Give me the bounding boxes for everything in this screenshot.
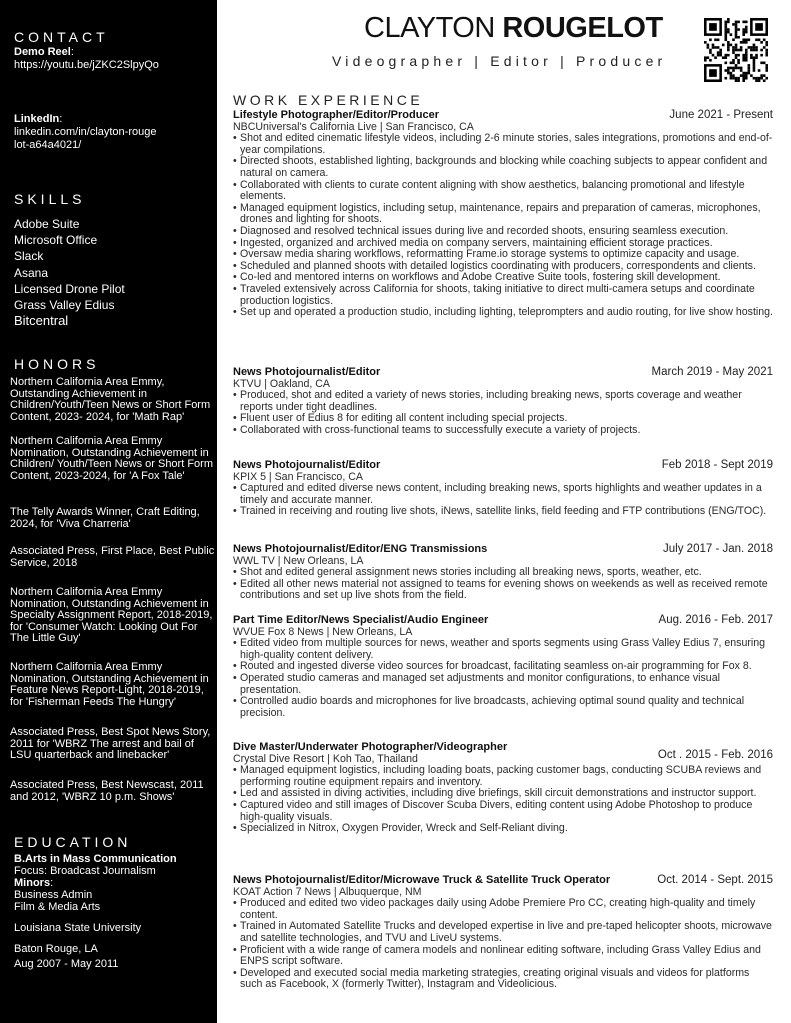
- job-bullet: • Developed and executed social media marketing strategies, creating original visuals and videos for platforms such as Facebook, X (formerly Twitter), Instagram and Videolicious.: [233, 968, 773, 991]
- job-bullet: • Fluent user of Edius 8 for editing all content including special projects.: [233, 413, 773, 425]
- job-dates: July 2017 - Jan. 2018: [663, 543, 773, 555]
- linkedin-sep: :: [59, 113, 63, 125]
- job-bullet: • Managed equipment logistics, including loading boats, packing customer bags, conducting SCUBA reviews and performing routine equipment repairs and inventory.: [233, 765, 773, 788]
- job-dates: March 2019 - May 2021: [651, 366, 773, 378]
- job-bullet: • Collaborated with clients to curate content aligning with show aesthetics, balancing promotional and lifestyle elements.: [233, 180, 773, 203]
- job-bullet: • Captured and edited diverse news content, including breaking news, sports highlights and weather updates in a timely and accurate manner.: [233, 483, 773, 506]
- job-bullet: • Produced, shot and edited a variety of news stories, including breaking news, sports coverage and weather reports under tight deadlines.: [233, 390, 773, 413]
- job-dates: Oct . 2015 - Feb. 2016: [657, 749, 773, 761]
- job-dates: Aug. 2016 - Feb. 2017: [658, 614, 773, 626]
- job-title: News Photojournalist/Editor/Microwave Truck & Satellite Truck Operator: [233, 874, 611, 886]
- skill-item: Grass Valley Edius: [14, 298, 115, 313]
- honor-item: Associated Press, Best Newscast, 2011 and 2012, 'WBRZ 10 p.m. Shows': [10, 779, 204, 803]
- education-block: [14, 853, 214, 970]
- job-bullet: • Traveled extensively across California for shoots, taking initiative to direct multi-camera setups and coordinate production logistics.: [233, 284, 773, 307]
- job-bullet: • Controlled audio boards and microphones for live broadcasts, achieving optimal sound quality and technical precision.: [233, 696, 773, 719]
- minor-item: Business Admin: [14, 889, 93, 901]
- skills-heading: SKILLS: [14, 191, 86, 207]
- demo-reel-sep: :: [70, 46, 74, 58]
- job-dates: Feb 2018 - Sept 2019: [661, 459, 773, 471]
- linkedin-link-line2[interactable]: lot-a64a4021/: [14, 139, 82, 151]
- job-bullet: • Captured video and still images of Discover Scuba Divers, editing content using Adobe Photoshop to produce high-quality visuals.: [233, 800, 773, 823]
- job-bullet: • Shot and edited general assignment news stories including all breaking news, sports, weather, etc.: [233, 567, 773, 579]
- job-entry: [233, 460, 773, 518]
- qr-code-icon[interactable]: [704, 18, 768, 82]
- skill-item: Slack: [14, 249, 44, 264]
- linkedin-label: LinkedIn: [14, 113, 60, 125]
- skills-list: [14, 216, 125, 329]
- job-bullet: • Directed shoots, established lighting, backgrounds and blocking while coaching subjects to appear confident and natural on camera.: [233, 156, 773, 179]
- honor-item: Northern California Area Emmy, Outstanding Achievement in Children/Youth/Teen News or Short Form Content, 2023- 2024, for 'Math Rap': [10, 376, 211, 423]
- job-bullet: • Collaborated with cross-functional teams to successfully execute a variety of projects.: [233, 425, 773, 437]
- honor-item: Northern California Area Emmy Nomination, Outstanding Achievement in Specialty Assignment Report, 2018-2019, for 'Consumer Watch: Looking Out For The Little Guy': [10, 586, 213, 644]
- job-bullet: • Edited all other news material not assigned to teams for evening shows on weekends as well as received remote contributions and set up live shots from the field.: [233, 579, 773, 602]
- job-title: Lifestyle Photographer/Editor/Producer: [233, 109, 439, 121]
- last-name: ROUGELOT: [502, 12, 663, 44]
- demo-reel-label: Demo Reel: [14, 46, 71, 58]
- job-title: Dive Master/Underwater Photographer/Videographer: [233, 741, 508, 753]
- skill-item: Microsoft Office: [14, 233, 98, 248]
- candidate-name: [364, 12, 663, 45]
- honors-heading: HONORS: [14, 356, 100, 372]
- job-entry: [233, 875, 773, 991]
- focus: Focus: Broadcast Journalism: [14, 865, 156, 877]
- job-entry: [233, 544, 773, 602]
- job-bullet: • Shot and edited cinematic lifestyle videos, including 2-6 minute stories, sales integrations, promotions and end-of-year compilations.: [233, 133, 773, 156]
- minors-sep: :: [50, 877, 54, 889]
- linkedin-link-line1[interactable]: linkedin.com/in/clayton-rouge: [14, 126, 157, 138]
- job-bullet: • Proficient with a wide range of camera models and nonlinear editing software, including Grass Valley Edius and ENPS script software.: [233, 945, 773, 968]
- skill-item: Licensed Drone Pilot: [14, 281, 125, 296]
- education-dates: Aug 2007 - May 2011: [14, 958, 119, 970]
- job-entry: [233, 110, 773, 319]
- job-entry: [233, 367, 773, 437]
- contact-heading: CONTACT: [14, 29, 109, 45]
- contact-block: [14, 46, 210, 72]
- sidebar: [0, 0, 217, 1023]
- honor-item: The Telly Awards Winner, Craft Editing, 2024, for 'Viva Charreria': [10, 506, 200, 530]
- job-bullet: • Oversaw media sharing workflows, reformatting Frame.io storage systems to optimize capacity and usage.: [233, 249, 773, 261]
- demo-reel-link[interactable]: https://youtu.be/jZKC2SlpyQo: [14, 59, 159, 71]
- tagline: Videographer | Editor | Producer: [332, 53, 667, 69]
- job-title: News Photojournalist/Editor: [233, 459, 381, 471]
- job-bullet: • Routed and ingested diverse video sources for broadcast, facilitating seamless on-air programming for Fox 8.: [233, 661, 773, 673]
- job-title: Part Time Editor/News Specialist/Audio Engineer: [233, 614, 489, 626]
- job-org: KPIX 5 | San Francisco, CA: [233, 470, 363, 483]
- minor-item: Film & Media Arts: [14, 901, 101, 913]
- honor-item: Associated Press, First Place, Best Public Service, 2018: [10, 545, 215, 569]
- skill-item: Asana: [14, 265, 49, 280]
- job-dates: June 2021 - Present: [669, 109, 773, 121]
- job-bullet: • Specialized in Nitrox, Oxygen Provider, Wreck and Self-Reliant diving.: [233, 823, 773, 835]
- job-entry: [233, 742, 773, 835]
- job-bullet: • Led and assisted in diving activities, including dive briefings, skill circuit demonstrations and instructor support.: [233, 788, 773, 800]
- first-name: CLAYTON: [364, 12, 495, 44]
- honor-item: Northern California Area Emmy Nomination, Outstanding Achievement in Children/ Youth/Teen News or Short Form Content, 2023-2024, for 'A Fox Tale': [10, 435, 213, 482]
- school: Louisiana State University: [14, 922, 142, 934]
- job-bullet: • Co-led and mentored interns on workflows and Adobe Creative Suite tools, fostering skill development.: [233, 272, 773, 284]
- job-bullet: • Edited video from multiple sources for news, weather and sports segments using Grass Valley Edius 7, ensuring high-quality content delivery.: [233, 638, 773, 661]
- job-org: KOAT Action 7 News | Albuquerque, NM: [233, 885, 422, 898]
- minors-label: Minors: [14, 877, 51, 889]
- job-bullet: • Produced and edited two video packages daily using Adobe Premiere Pro CC, creating high-quality and timely content.: [233, 898, 773, 921]
- job-org: Crystal Dive Resort | Koh Tao, Thailand: [233, 752, 418, 765]
- job-org: WVUE Fox 8 News | New Orleans, LA: [233, 625, 413, 638]
- education-heading: EDUCATION: [14, 834, 132, 850]
- job-title: News Photojournalist/Editor: [233, 366, 381, 378]
- degree: B.Arts in Mass Communication: [14, 853, 177, 865]
- job-title: News Photojournalist/Editor/ENG Transmissions: [233, 543, 488, 555]
- linkedin-block: [14, 113, 210, 152]
- job-org: NBCUniversal's California Live | San Francisco, CA: [233, 120, 474, 133]
- honor-item: Northern California Area Emmy Nomination, Outstanding Achievement in Feature News Report-Light, 2018-2019, for 'Fisherman Feeds The Hungry': [10, 661, 209, 708]
- job-org: WWL TV | New Orleans, LA: [233, 554, 364, 567]
- job-bullet: • Operated studio cameras and managed set adjustments and monitor configurations, to enhance visual presentation.: [233, 673, 773, 696]
- job-bullet: • Set up and operated a production studio, including lighting, teleprompters and audio routing, for live show hosting.: [233, 307, 773, 319]
- job-bullet: • Trained in receiving and routing live shots, iNews, satellite links, field feeding and FTP contributions (ENG/TOC).: [233, 506, 773, 518]
- job-bullet: • Managed equipment logistics, including setup, maintenance, repairs and preparation of cameras, microphones, drones and lighting for shoots.: [233, 203, 773, 226]
- job-dates: Oct. 2014 - Sept. 2015: [657, 874, 773, 886]
- skill-item: Adobe Suite: [14, 217, 80, 231]
- job-bullet: • Diagnosed and resolved technical issues during live and recorded shoots, ensuring seamless execution.: [233, 226, 773, 238]
- job-bullet: • Ingested, organized and archived media on company servers, maintaining efficient storage practices.: [233, 238, 773, 250]
- job-org: KTVU | Oakland, CA: [233, 377, 330, 390]
- job-entry: [233, 615, 773, 719]
- job-bullet: • Scheduled and planned shoots with detailed logistics coordinating with producers, correspondents and clients.: [233, 261, 773, 273]
- skill-item: Bitcentral: [14, 313, 69, 329]
- school-location: Baton Rouge, LA: [14, 943, 98, 955]
- job-bullet: • Trained in Automated Satellite Trucks and developed expertise in live and pre-taped helicopter shoots, microwave and satellite technologies, and TVU and LiveU systems.: [233, 921, 773, 944]
- honor-item: Associated Press, Best Spot News Story, 2011 for 'WBRZ The arrest and bail of LSU quarterback and linebacker': [10, 726, 211, 761]
- main-content: [217, 0, 791, 1023]
- work-experience-heading: WORK EXPERIENCE: [233, 92, 424, 108]
